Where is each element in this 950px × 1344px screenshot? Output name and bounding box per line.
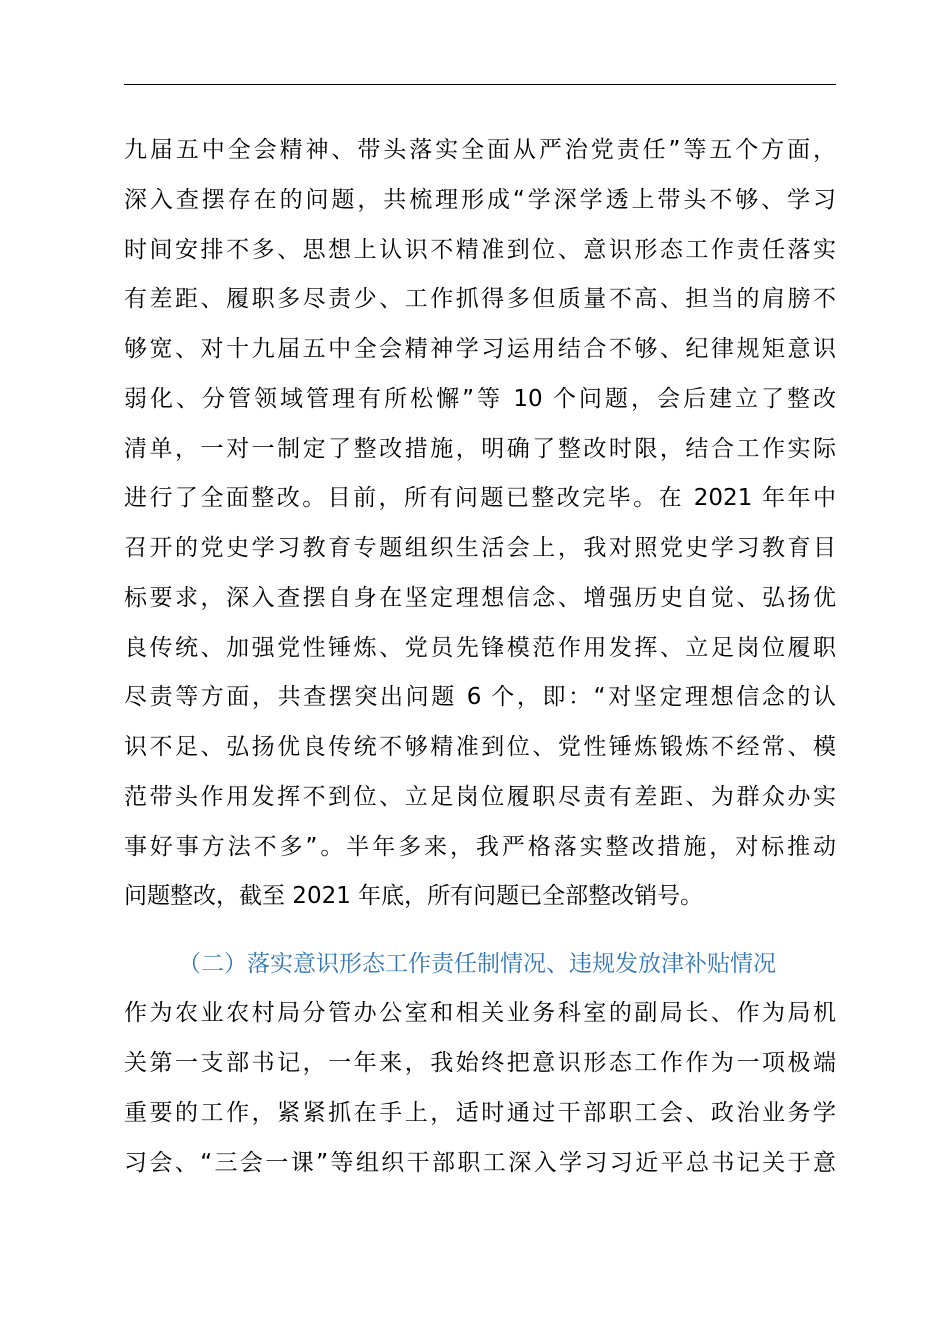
header-rule	[124, 84, 836, 85]
paragraph-line: 召开的党史学习教育专题组织生活会上，我对照党史学习教育目	[124, 535, 836, 561]
paragraph-line: 九届五中全会精神、带头落实全面从严治党责任”等五个方面，	[124, 137, 836, 163]
paragraph-line: 尽责等方面，共查摆突出问题 6 个，即：“对坚定理想信念的认	[124, 684, 836, 710]
paragraph-line: 进行了全面整改。目前，所有问题已整改完毕。在 2021 年年中	[124, 485, 836, 511]
paragraph-line: 关第一支部书记，一年来，我始终把意识形态工作作为一项极端	[124, 1050, 836, 1076]
paragraph-line: 够宽、对十九届五中全会精神学习运用结合不够、纪律规矩意识	[124, 336, 836, 362]
paragraph-line: 弱化、分管领域管理有所松懈”等 10 个问题，会后建立了整改	[124, 386, 836, 412]
paragraph-line: 重要的工作，紧紧抓在手上，适时通过干部职工会、政治业务学	[124, 1100, 836, 1126]
paragraph-line: 事好事方法不多”。半年多来，我严格落实整改措施，对标推动	[124, 834, 836, 860]
paragraph-line: 习会、“三会一课”等组织干部职工深入学习习近平总书记关于意	[124, 1150, 836, 1176]
paragraph-line: 有差距、履职多尽责少、工作抓得多但质量不高、担当的肩膀不	[124, 286, 836, 312]
paragraph-line: 深入查摆存在的问题，共梳理形成“学深学透上带头不够、学习	[124, 187, 836, 213]
paragraph-line: 识不足、弘扬优良传统不够精准到位、党性锤炼锻炼不经常、模	[124, 734, 836, 760]
paragraph-line: 范带头作用发挥不到位、立足岗位履职尽责有差距、为群众办实	[124, 784, 836, 810]
section-heading: （二）落实意识形态工作责任制情况、违规发放津补贴情况	[178, 951, 776, 977]
paragraph-line: 良传统、加强党性锤炼、党员先锋模范作用发挥、立足岗位履职	[124, 635, 836, 661]
paragraph-line: 问题整改，截至 2021 年底，所有问题已全部整改销号。	[124, 883, 704, 909]
paragraph-line: 标要求，深入查摆自身在坚定理想信念、增强历史自觉、弘扬优	[124, 585, 836, 611]
paragraph-line: 作为农业农村局分管办公室和相关业务科室的副局长、作为局机	[124, 1000, 836, 1026]
paragraph-line: 清单，一对一制定了整改措施，明确了整改时限，结合工作实际	[124, 436, 836, 462]
paragraph-line: 时间安排不多、思想上认识不精准到位、意识形态工作责任落实	[124, 237, 836, 263]
